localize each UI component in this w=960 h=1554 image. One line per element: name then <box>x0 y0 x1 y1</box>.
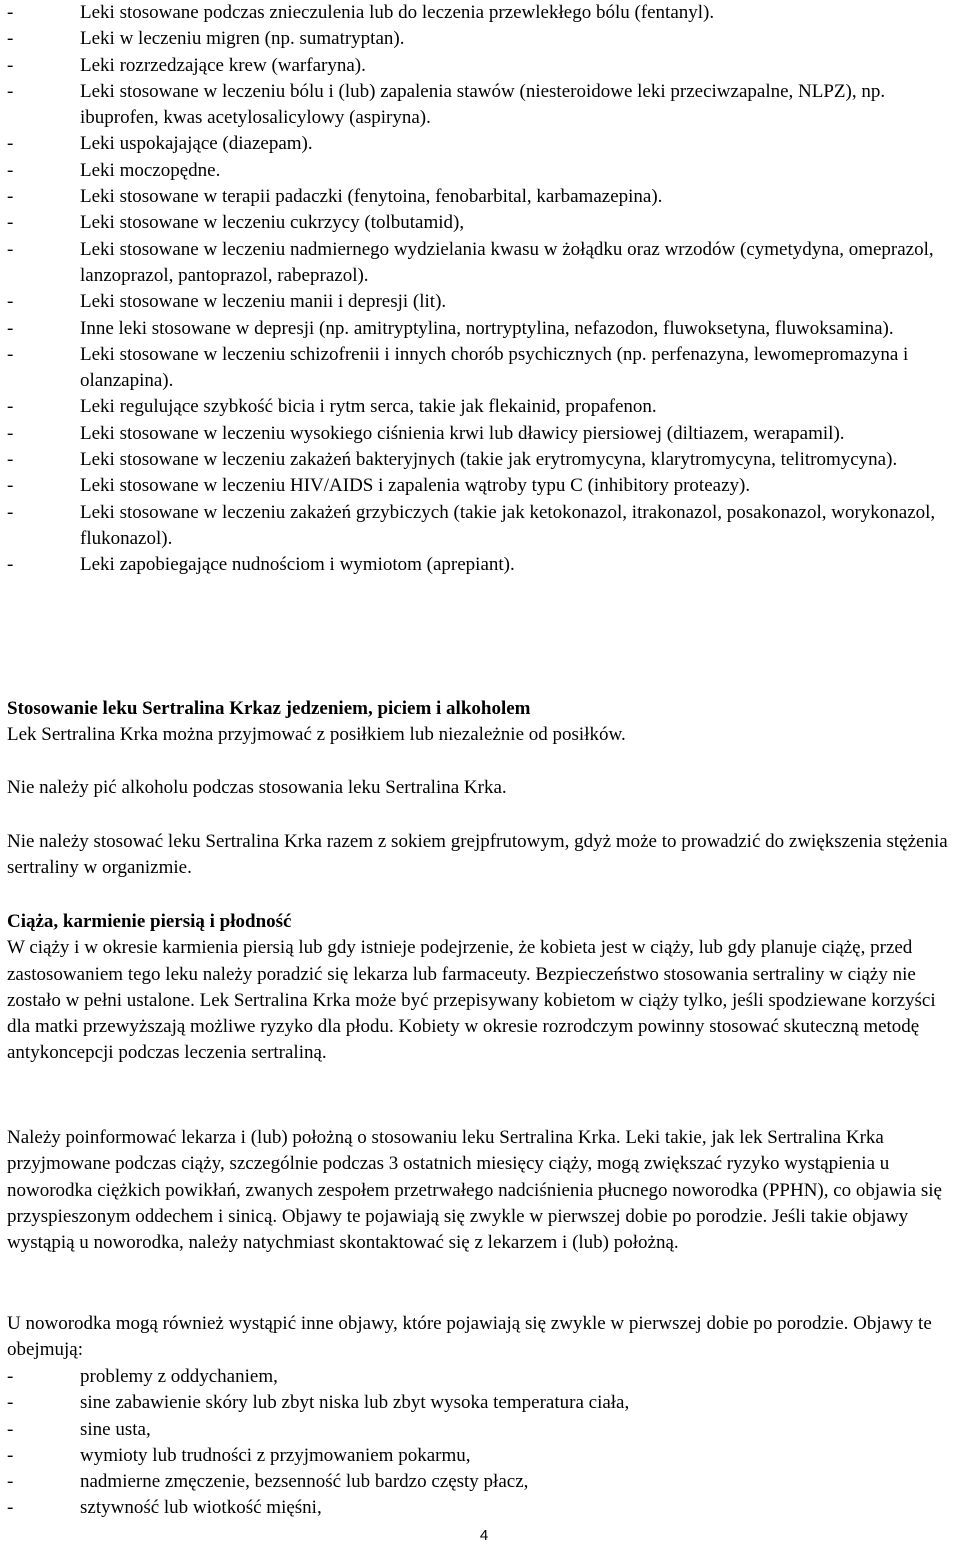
list-item: - Leki zapobiegające nudnościom i wymiotom (aprepiant). <box>7 552 957 578</box>
list-item: - problemy z oddychaniem, <box>7 1364 957 1390</box>
interacting-drugs-list <box>7 0 957 579</box>
list-dash: - <box>7 159 14 181</box>
list-dash: - <box>7 54 14 76</box>
alcohol-paragraph <box>7 775 957 801</box>
paragraph: Należy poinformować lekarza i (lub) położną o stosowaniu leku Sertralina Krka. Leki takie, jak lek Sertralina Krka przyjmowane podczas ciąży, szczególnie podczas 3 ostatnich miesięcy ciąży, mogą zwiększać ryzyko wystąpienia u noworodka ciężkich powikłań, zwanych zespołem przetrwałego nadciśnienia płucnego noworodka (PPHN), co objawia się przyspieszonym oddechem i sinicą. Objawy te pojawiają się zwykle w pierwszej dobie po porodzie. Jeśli takie objawy wystąpią u noworodka, należy natychmiast skontaktować się z lekarzem i (lub) położną. <box>7 1127 942 1254</box>
list-dash: - <box>7 317 14 339</box>
list-item: - nadmierne zmęczenie, bezsenność lub bardzo częsty płacz, <box>7 1469 957 1495</box>
list-dash: - <box>7 291 14 313</box>
section-heading: Stosowanie leku Sertralina Krkaz jedzeniem, piciem i alkoholem <box>7 698 531 719</box>
paragraph: Nie należy stosować leku Sertralina Krka razem z sokiem grejpfrutowym, gdyż może to prowadzić do zwiększenia stężenia sertraliny w organizmie. <box>7 831 948 879</box>
list-item: - Leki stosowane podczas znieczulenia lub do leczenia przewlekłego bólu (fentanyl). <box>7 0 957 26</box>
list-dash: - <box>7 449 14 471</box>
pphn-paragraph <box>7 1125 957 1256</box>
list-item: - Leki w leczeniu migren (np. sumatryptan). <box>7 26 957 52</box>
pregnancy-section <box>7 909 957 1067</box>
list-item: - Leki stosowane w leczeniu cukrzycy (tolbutamid), <box>7 210 957 236</box>
list-dash: - <box>7 396 14 418</box>
list-dash: - <box>7 133 14 155</box>
list-dash: - <box>7 2 14 23</box>
list-dash: - <box>7 1392 14 1414</box>
newborn-symptoms-intro <box>7 1311 957 1364</box>
list-dash: - <box>7 1471 14 1493</box>
list-item: - sine zabawienie skóry lub zbyt niska lub zbyt wysoka temperatura ciała, <box>7 1390 957 1416</box>
list-dash: - <box>7 80 14 102</box>
list-item: - Leki regulujące szybkość bicia i rytm serca, takie jak flekainid, propafenon. <box>7 394 957 420</box>
page-number: 4 <box>479 1527 489 1544</box>
list-dash: - <box>7 1366 14 1387</box>
list-dash: - <box>7 212 14 234</box>
list-item: - Leki stosowane w leczeniu nadmiernego wydzielania kwasu w żołądku oraz wrzodów (cymetydyna, omeprazol, lanzoprazol, pantoprazol, rabeprazol). <box>7 238 934 286</box>
list-item: - Leki stosowane w leczeniu zakażeń grzybiczych (takie jak ketokonazol, itrakonazol, posakonazol, worykonazol, flukonazol). <box>7 501 936 549</box>
list-item: - Leki stosowane w leczeniu manii i depresji (lit). <box>7 289 957 315</box>
newborn-symptoms-list <box>7 1364 957 1522</box>
list-dash: - <box>7 554 14 576</box>
list-item: - Leki stosowane w leczeniu HIV/AIDS i zapalenia wątroby typu C (inhibitory proteazy). <box>7 473 957 499</box>
list-dash: - <box>7 343 14 365</box>
list-item: - Leki stosowane w leczeniu schizofrenii i innych chorób psychicznych (np. perfenazyna, lewomepromazyna i olanzapina). <box>7 343 909 392</box>
paragraph: U noworodka mogą również wystąpić inne objawy, które pojawiają się zwykle w pierwszej dobie po porodzie. Objawy te obejmują: <box>7 1313 932 1361</box>
list-dash: - <box>7 1497 14 1519</box>
list-dash: - <box>7 186 14 208</box>
list-item: - Leki rozrzedzające krew (warfaryna). <box>7 53 957 79</box>
section-heading: Ciąża, karmienie piersią i płodność <box>7 911 292 932</box>
list-item: - Leki stosowane w leczeniu bólu i (lub) zapalenia stawów (niesteroidowe leki przeciwzapalne, NLPZ), np. ibuprofen, kwas acetylosalicylowy (aspiryna). <box>7 80 886 129</box>
list-item: - wymioty lub trudności z przyjmowaniem pokarmu, <box>7 1443 957 1469</box>
list-item: - Leki stosowane w leczeniu wysokiego ciśnienia krwi lub dławicy piersiowej (diltiazem, werapamil). <box>7 421 957 447</box>
food-drink-alcohol-section <box>7 696 957 749</box>
paragraph: Lek Sertralina Krka można przyjmować z posiłkiem lub niezależnie od posiłków. <box>7 724 626 746</box>
list-dash: - <box>7 422 14 444</box>
list-dash: - <box>7 1418 14 1440</box>
list-item: - Leki stosowane w leczeniu zakażeń bakteryjnych (takie jak erytromycyna, klarytromycyna, telitromycyna). <box>7 447 957 473</box>
list-dash: - <box>7 501 14 523</box>
list-dash: - <box>7 1444 14 1466</box>
list-item: - Leki stosowane w terapii padaczki (fenytoina, fenobarbital, karbamazepina). <box>7 184 957 210</box>
list-dash: - <box>7 238 14 260</box>
list-item: - Leki uspokajające (diazepam). <box>7 131 957 157</box>
list-item: - Leki moczopędne. <box>7 158 957 184</box>
list-dash: - <box>7 475 14 497</box>
list-item: - Inne leki stosowane w depresji (np. amitryptylina, nortryptylina, nefazodon, fluwoksetyna, fluwoksamina). <box>7 316 957 342</box>
list-item: - sine usta, <box>7 1417 957 1443</box>
list-item: - sztywność lub wiotkość mięśni, <box>7 1495 957 1521</box>
paragraph: W ciąży i w okresie karmienia piersią lub gdy istnieje podejrzenie, że kobieta jest w ciąży, lub gdy planuje ciążę, przed zastosowaniem tego leku należy poradzić się lekarza lub farmaceuty. Bezpieczeństwo stosowania sertraliny w ciąży nie zostało w pełni ustalone. Lek Sertralina Krka może być przepisywany kobietom w ciąży tylko, jeśli spodziewane korzyści dla matki przewyższają możliwe ryzyko dla płodu. Kobiety w okresie rozrodczym powinny stosować skuteczną metodę antykoncepcji podczas leczenia sertraliną. <box>7 937 936 1064</box>
paragraph: Nie należy pić alkoholu podczas stosowania leku Sertralina Krka. <box>7 777 507 798</box>
list-dash: - <box>7 28 14 50</box>
grapefruit-paragraph <box>7 829 957 882</box>
